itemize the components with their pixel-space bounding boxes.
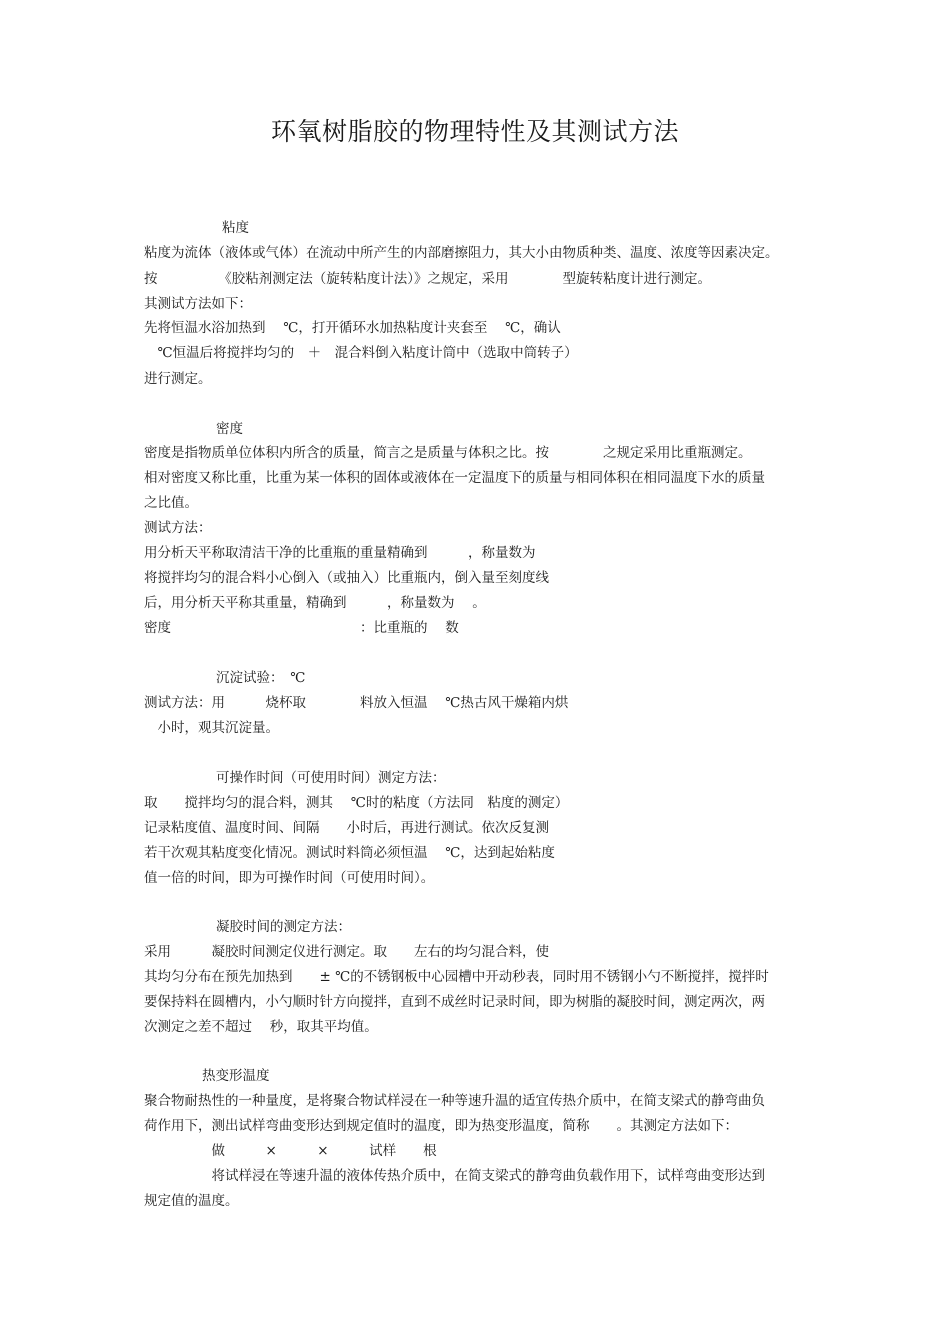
section-heading-density: 密度 xyxy=(216,421,243,437)
paragraph-line: 将试样浸在等速升温的液体传热介质中，在简支梁式的静弯曲负载作用下，试样弯曲变形达到 xyxy=(144,1168,765,1184)
paragraph-line: 要保持料在圆槽内，小勺顺时针方向搅拌，直到不成丝时记录时间，即为树脂的凝胶时间，测定两次，两 xyxy=(144,994,765,1010)
paragraph-line: 聚合物耐热性的一种量度，是将聚合物试样浸在一种等速升温的适宜传热介质中，在简支梁式的静弯曲负 xyxy=(144,1093,765,1109)
paragraph-line: 用分析天平称取清洁干净的比重瓶的重量精确到 ，称量数为 xyxy=(144,545,536,561)
paragraph-line: 小时，观其沉淀量。 xyxy=(144,720,279,736)
paragraph-line: 次测定之差不超过 秒，取其平均值。 xyxy=(144,1019,378,1035)
paragraph-line: 规定值的温度。 xyxy=(144,1193,239,1209)
paragraph-line: 测试方法： xyxy=(144,520,212,536)
paragraph-line: 先将恒温水浴加热到 ℃，打开循环水加热粘度计夹套至 ℃，确认 xyxy=(144,320,561,336)
paragraph-line: 按 《胶粘剂测定法（旋转粘度计法）》之规定，采用 型旋转粘度计进行测定。 xyxy=(144,271,711,287)
paragraph-line: 记录粘度值、温度时间、间隔 小时后，再进行测试。依次反复测 xyxy=(144,820,549,836)
paragraph-line: 密度 ：比重瓶的 数 xyxy=(144,620,459,636)
paragraph-line: 其测试方法如下： xyxy=(144,296,252,312)
paragraph-line: 密度是指物质单位体积内所含的质量，简言之是质量与体积之比。按 之规定采用比重瓶测定。 xyxy=(144,445,752,461)
paragraph-line: 粘度为流体（液体或气体）在流动中所产生的内部磨擦阻力，其大小由物质种类、温度、浓度等因素决定。 xyxy=(144,245,779,261)
paragraph-line: ℃恒温后将搅拌均匀的 ＋ 混合料倒入粘度计筒中（选取中筒转子） xyxy=(144,345,578,361)
paragraph-line: 之比值。 xyxy=(144,495,198,511)
document-title: 环氧树脂胶的物理特性及其测试方法 xyxy=(270,117,679,146)
section-heading-heat-deflection: 热变形温度 xyxy=(202,1068,270,1084)
paragraph-line: 其均匀分布在预先加热到 ± ℃的不锈钢板中心园槽中开动秒表，同时用不锈钢小勺不断搅拌，搅拌时 xyxy=(144,969,769,985)
paragraph-line: 测试方法：用 烧杯取 料放入恒温 ℃热古风干燥箱内烘 xyxy=(144,695,569,711)
paragraph-line: 若干次观其粘度变化情况。测试时料筒必须恒温 ℃，达到起始粘度 xyxy=(144,845,555,861)
section-heading-pot-life: 可操作时间（可使用时间）测定方法： xyxy=(216,770,446,786)
paragraph-line: 进行测定。 xyxy=(144,371,212,387)
paragraph-line: 相对密度又称比重，比重为某一体积的固体或液体在一定温度下的质量与相同体积在相同温度下水的质量 xyxy=(144,470,765,486)
paragraph-line: 取 搅拌均匀的混合料，测其 ℃时的粘度（方法同 粘度的测定） xyxy=(144,795,569,811)
paragraph-line: 将搅拌均匀的混合料小心倒入（或抽入）比重瓶内，倒入量至刻度线 xyxy=(144,570,549,586)
paragraph-line: 后，用分析天平称其重量，精确到 ，称量数为 。 xyxy=(144,595,486,611)
section-heading-gel-time: 凝胶时间的测定方法： xyxy=(216,919,351,935)
paragraph-line: 做 × × 试样 根 xyxy=(144,1143,437,1159)
section-heading-sedimentation: 沉淀试验： ℃ xyxy=(216,670,306,686)
paragraph-line: 采用 凝胶时间测定仪进行测定。取 左右的均匀混合料，使 xyxy=(144,944,549,960)
section-heading-viscosity: 粘度 xyxy=(222,220,249,236)
paragraph-line: 荷作用下，测出试样弯曲变形达到规定值时的温度，即为热变形温度，简称 。其测定方法如下： xyxy=(144,1118,738,1134)
paragraph-line: 值一倍的时间，即为可操作时间（可使用时间）。 xyxy=(144,870,435,886)
